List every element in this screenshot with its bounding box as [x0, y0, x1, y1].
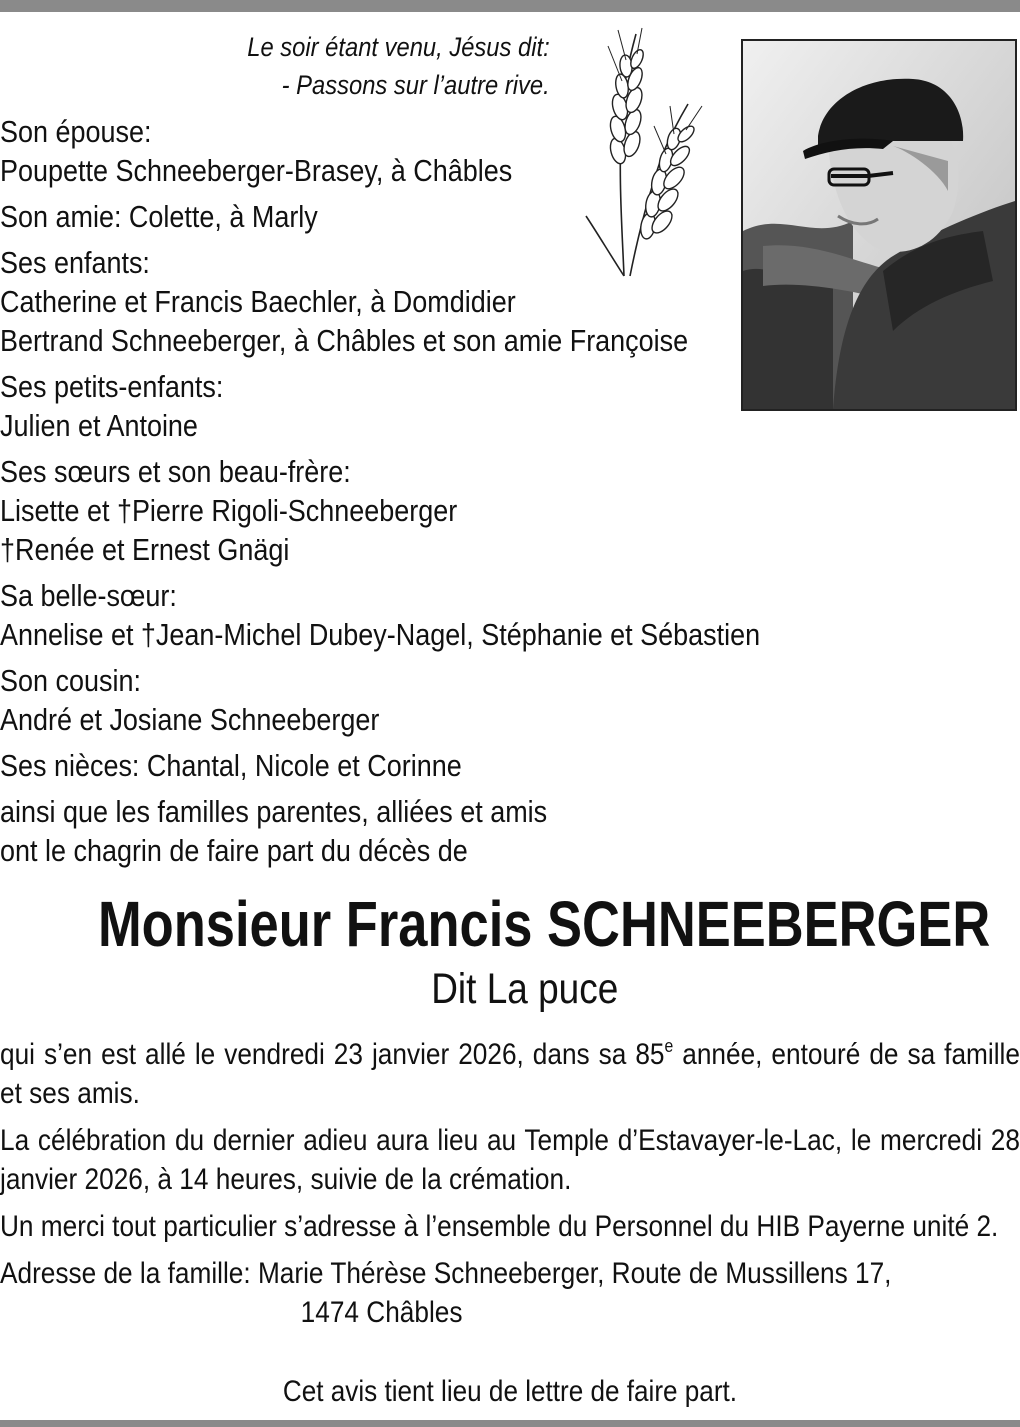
- announcement-body: [0, 1027, 1020, 1340]
- verse-line-2: - Passons sur l’autre rive.: [281, 70, 550, 100]
- family-entry: [0, 243, 731, 360]
- thanks-notice: Un merci tout particulier s’adresse à l’ensemble du Personnel du HIB Payerne unité 2.: [0, 1210, 999, 1243]
- death-notice-text-end: année, entouré de sa famille et ses amis.: [0, 1038, 1020, 1110]
- family-address: [0, 1254, 1020, 1332]
- family-entry-line: Bertrand Schneeberger, à Châbles et son amie Françoise: [0, 323, 689, 358]
- family-entry: [0, 661, 731, 739]
- death-notice: [0, 1027, 1020, 1113]
- bottom-rule: [0, 1420, 1020, 1427]
- family-entry-line: ont le chagrin de faire part du décès de: [0, 833, 468, 868]
- deceased-name: [0, 884, 1020, 964]
- family-entry-line: Lisette et †Pierre Rigoli-Schneeberger: [0, 493, 458, 528]
- address-line-2: 1474 Châbles: [300, 1296, 463, 1329]
- closing-note-text: Cet avis tient lieu de lettre de faire part.: [282, 1375, 738, 1408]
- family-entry-line: Sa belle-sœur:: [0, 578, 177, 613]
- family-list: [0, 112, 761, 877]
- deceased-name-text: Monsieur Francis SCHNEEBERGER: [97, 888, 991, 960]
- family-entry-line: Ses nièces: Chantal, Nicole et Corinne: [0, 748, 462, 783]
- bible-verse: [248, 28, 550, 104]
- family-entry: [0, 367, 731, 445]
- top-rule: [0, 0, 1020, 12]
- family-entry-line: Poupette Schneeberger-Brasey, à Châbles: [0, 153, 513, 188]
- family-entry-line: †Renée et Ernest Gnägi: [0, 532, 290, 567]
- deceased-nickname-text: Dit La puce: [431, 965, 619, 1013]
- family-entry-line: Ses enfants:: [0, 245, 150, 280]
- family-entry-line: Annelise et †Jean-Michel Dubey-Nagel, Stéphanie et Sébastien: [0, 617, 761, 652]
- closing-note: [0, 1372, 1020, 1411]
- family-entry-line: Son épouse:: [0, 114, 152, 149]
- ordinal-superscript: e: [664, 1036, 674, 1056]
- family-entry-line: André et Josiane Schneeberger: [0, 702, 380, 737]
- family-entry: [0, 452, 731, 569]
- family-entry: [0, 112, 731, 190]
- portrait-photo: [741, 39, 1017, 411]
- family-entry-line: Son amie: Colette, à Marly: [0, 199, 318, 234]
- family-entry-line: Son cousin:: [0, 663, 141, 698]
- family-entry: [0, 197, 731, 236]
- family-entry: [0, 746, 731, 785]
- death-notice-text: qui s’en est allé le vendredi 23 janvier 2026, dans sa 85: [0, 1038, 665, 1071]
- verse-line-1: Le soir étant venu, Jésus dit:: [247, 32, 550, 62]
- family-entry-line: ainsi que les familles parentes, alliées et amis: [0, 794, 548, 829]
- ceremony-notice: La célébration du dernier adieu aura lieu au Temple d’Estavayer-le-Lac, le mercredi 28 janvier 2026, à 14 heures, suivie de la crémation.: [0, 1124, 1020, 1196]
- deceased-nickname: [0, 962, 1020, 1016]
- family-entry-line: Catherine et Francis Baechler, à Domdidier: [0, 284, 516, 319]
- family-entry: [0, 576, 761, 654]
- address-line-1: Adresse de la famille: Marie Thérèse Schneeberger, Route de Mussillens 17,: [0, 1257, 892, 1290]
- family-entry-line: Julien et Antoine: [0, 408, 198, 443]
- family-entry-line: Ses petits-enfants:: [0, 369, 224, 404]
- family-entry: [0, 792, 731, 870]
- family-entry-line: Ses sœurs et son beau-frère:: [0, 454, 351, 489]
